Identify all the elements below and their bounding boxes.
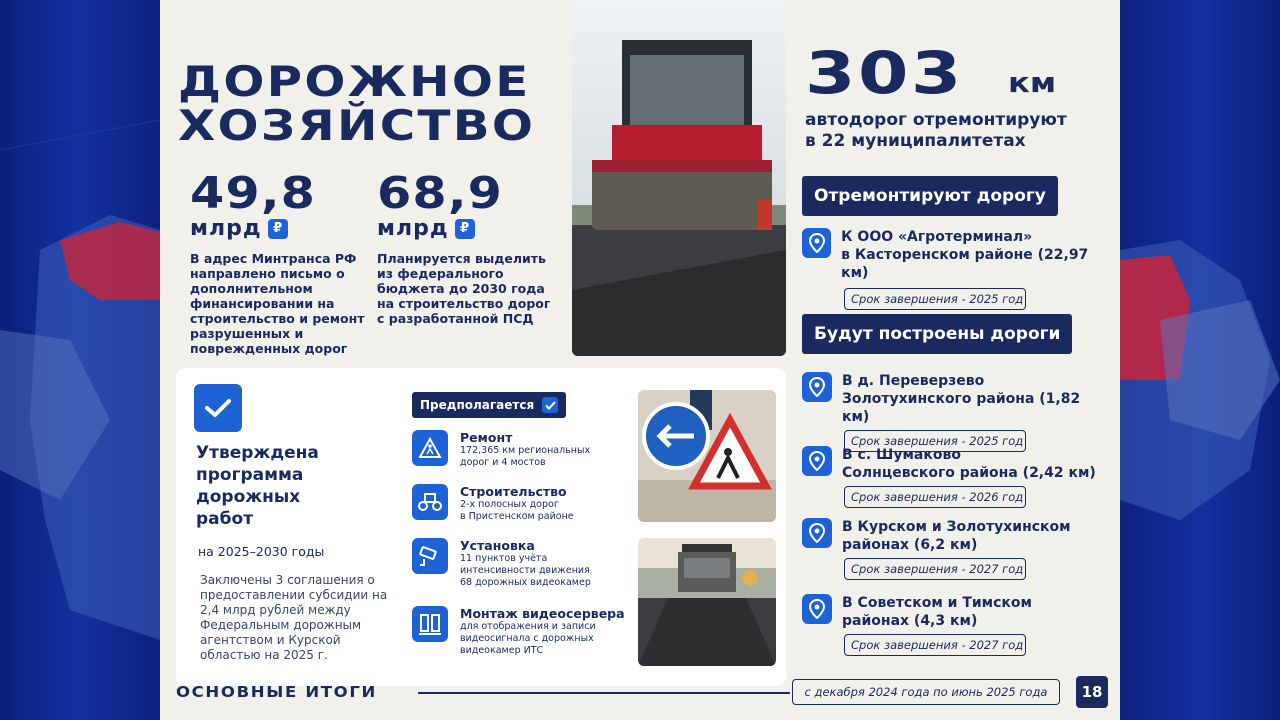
deadline-badge: Срок завершения - 2027 год: [844, 558, 1026, 580]
road-roller-photo: [572, 0, 786, 356]
background-map-right: [1120, 0, 1280, 720]
road-title-line1: В Советском и Тимском: [842, 595, 1032, 611]
deadline-badge: Срок завершения - 2025 год: [844, 288, 1026, 310]
build-item: [802, 372, 1112, 452]
footer-title: ОСНОВНЫЕ ИТОГИ: [176, 683, 377, 701]
feature-desc-line2: в Пристенском районе: [460, 511, 574, 522]
build-item: [802, 518, 1112, 580]
road-title-line1: К ООО «Агротерминал»: [841, 229, 1033, 245]
highlight-value: 303: [805, 39, 964, 107]
background-map-left: [0, 0, 160, 720]
feature-desc-line3: видеокамер ИТС: [460, 645, 544, 656]
road-title-line1: В с. Шумаково: [842, 447, 961, 463]
page-number: 18: [1076, 676, 1108, 708]
stat-value: 68,9: [377, 168, 504, 219]
footer-divider: [418, 692, 790, 694]
location-pin-icon: [802, 446, 832, 476]
asphalt-paver-photo: [638, 538, 776, 666]
feature-desc-line3: 68 дорожных видеокамер: [460, 577, 591, 588]
feature-desc-line1: 2-х полосных дорог: [460, 499, 559, 510]
road-title-line2: в Касторенском районе (22,97 км): [841, 247, 1089, 281]
slide-panel: [160, 0, 1120, 720]
program-card: [176, 368, 786, 686]
deadline-badge: Срок завершения - 2027 год: [844, 634, 1026, 656]
stat-description: Планируется выделить из федерального бюджета до 2030 года на строительство дорог с разработанной ПСД: [377, 251, 551, 326]
feature-title: Ремонт: [460, 430, 513, 445]
feature-item-installation: [412, 538, 627, 589]
feature-title: Строительство: [460, 484, 567, 499]
road-sign-photo: [638, 390, 776, 522]
program-note: Заключены 3 соглашения о предоставлении субсидии на 2,4 млрд рублей между Федеральным дорожным агентством и Курской областью на 2025 г.: [200, 573, 388, 662]
road-title-line2: районах (4,3 км): [842, 613, 978, 629]
stat-block-federal-request: [190, 168, 365, 356]
road-title-line1: В д. Переверзево: [841, 373, 985, 389]
repair-section-title: Отремонтируют дорогу: [802, 176, 1058, 216]
deadline-badge: Срок завершения - 2025 год: [844, 430, 1026, 452]
ruble-icon: ₽: [268, 219, 288, 239]
feature-title: Установка: [460, 538, 535, 553]
location-pin-icon: [802, 594, 832, 624]
checkmark-icon: [194, 384, 242, 432]
road-title-line2: Золотухинского района (1,82 км): [841, 391, 1081, 425]
highlight-unit: км: [1008, 66, 1057, 99]
build-section-title: Будут построены дороги: [802, 314, 1072, 354]
feature-item-repair: [412, 430, 627, 469]
feature-item-video-server: [412, 606, 634, 657]
deadline-badge: Срок завершения - 2026 год: [844, 486, 1026, 508]
stat-block-federal-budget: [377, 168, 562, 326]
feature-title: Монтаж видеосервера: [460, 606, 625, 621]
feature-desc-line1: 172,365 км региональных: [460, 445, 591, 456]
stat-unit: млрд: [377, 216, 449, 241]
build-item: [802, 594, 1112, 656]
server-icon: [412, 606, 448, 642]
road-title-line2: Солнцевского района (2,42 км): [842, 465, 1096, 481]
program-years: на 2025–2030 годы: [198, 544, 325, 559]
camera-icon: [412, 538, 448, 574]
road-works-icon: [412, 430, 448, 466]
page-title: ДОРОЖНОЕ ХОЗЯЙСТВО: [178, 57, 536, 150]
feature-item-construction: [412, 484, 627, 523]
stat-value: 49,8: [190, 168, 317, 219]
feature-desc-line2: дорог и 4 мостов: [460, 457, 546, 468]
build-item: [802, 446, 1112, 508]
stat-description: В адрес Минтранса РФ направлено письмо о дополнительном финансировании на строительство и ремонт разрушенных и поврежденных дорог: [190, 251, 365, 356]
feature-desc-line2: интенсивности движения: [460, 565, 590, 576]
planned-label: Предполагается: [412, 392, 566, 418]
road-title-line1: В Курском и Золотухинском: [842, 519, 1071, 535]
highlight-description: автодорог отремонтируют в 22 муниципалитетах: [805, 110, 1067, 151]
footer-period: с декабря 2024 года по июнь 2025 года: [792, 679, 1060, 705]
road-title-line2: районах (6,2 км): [842, 537, 978, 553]
location-pin-icon: [802, 518, 832, 548]
roller-icon: [412, 484, 448, 520]
checkmark-icon: [542, 397, 558, 413]
ruble-icon: ₽: [455, 219, 475, 239]
feature-desc-line1: 11 пунктов учёта: [460, 553, 548, 564]
feature-desc-line2: видеосигнала с дорожных: [460, 633, 594, 644]
program-title: Утверждена программа дорожных работ: [196, 443, 319, 529]
location-pin-icon: [802, 228, 831, 258]
stat-unit: млрд: [190, 216, 262, 241]
location-pin-icon: [802, 372, 832, 402]
repair-item: [802, 228, 1112, 310]
feature-desc-line1: для отображения и записи: [460, 621, 596, 632]
